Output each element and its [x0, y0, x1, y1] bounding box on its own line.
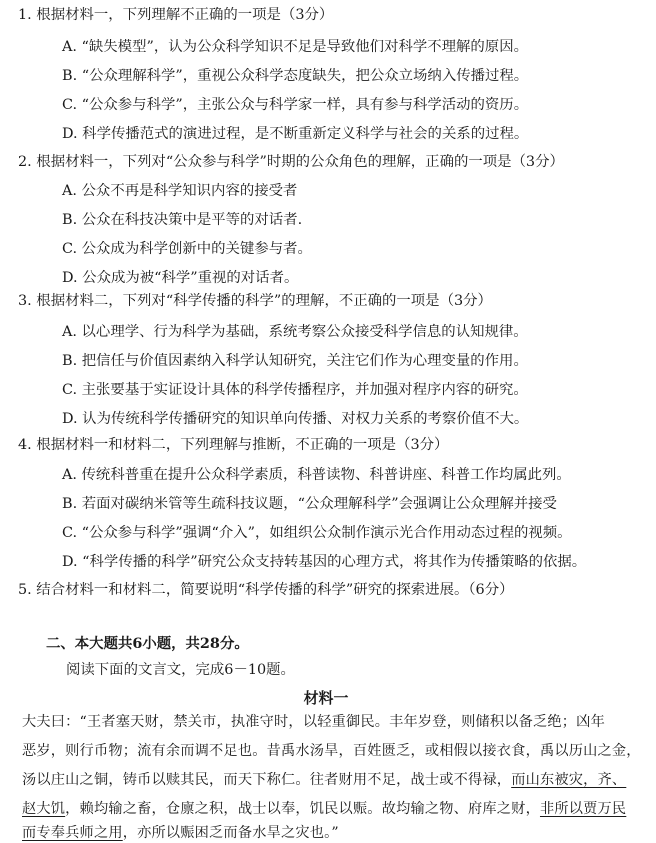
question-1-option-c: C. “公众参与科学”，主张公众与科学家一样，具有参与科学活动的资历。 — [62, 97, 529, 113]
classical-underlined-segment: 非所以贾万民 — [539, 801, 627, 817]
classical-text-segment: 大夫曰：“王者塞天财，禁关市，执准守时，以轻重御民。丰年岁登，则储积以备乏绝；凶年 — [22, 714, 605, 730]
classical-text-segment: 恶岁，则行币物；流有余而调不足也。昔禹水汤旱，百姓匮乏，或相假以接衣食，禹以历山之金， — [22, 743, 641, 759]
classical-underlined-segment: 赵大饥 — [22, 801, 66, 817]
material-title: 材料一 — [303, 689, 349, 707]
question-1-option-a: A. “缺失模型”，认为公众科学知识不足是导致他们对科学不理解的原因。 — [62, 39, 528, 55]
question-1-stem: 1. 根据材料一，下列理解不正确的一项是（3分） — [18, 7, 334, 23]
question-3-option-c: C. 主张要基于实证设计具体的科学传播程序，并加强对程序内容的研究。 — [62, 382, 528, 398]
classical-underlined-segment: 而专奉兵师之用 — [22, 825, 123, 841]
question-4-option-d: D. “科学传播的科学”研究公众支持转基因的心理方式，将其作为传播策略的依据。 — [62, 554, 587, 570]
classical-text-segment: 汤以庄山之铜，铸币以赎其民，而天下称仁。往者财用不足，战士或不得禄， — [22, 772, 512, 788]
classical-line-1 — [22, 712, 605, 732]
classical-text-segment: ，赖均输之畜，仓廪之积，战士以奉，饥民以赈。故均输之物、府库之财， — [65, 801, 540, 817]
question-2-option-c: C. 公众成为科学创新中的关键参与者。 — [62, 241, 312, 257]
question-2-option-a: A. 公众不再是科学知识内容的接受者 — [62, 183, 298, 199]
question-2-option-b: B. 公众在科技决策中是平等的对话者. — [62, 212, 303, 228]
question-3-option-a: A. 以心理学、行为科学为基础，系统考察公众接受科学信息的认知规律。 — [62, 324, 528, 340]
question-4-option-a: A. 传统科普重在提升公众科学素质，科普读物、科普讲座、科普工作均属此列。 — [62, 467, 571, 483]
question-1-option-d: D. 科学传播范式的演进过程，是不断重新定义科学与社会的关系的过程。 — [62, 126, 529, 142]
question-3-stem: 3. 根据材料二，下列对“科学传播的科学”的理解，不正确的一项是（3分） — [18, 293, 492, 309]
section-heading: 二、本大题共6小题，共28分。 — [46, 635, 249, 652]
section-instruction: 阅读下面的文言文，完成6－10题。 — [66, 662, 295, 678]
question-2-stem: 2. 根据材料一，下列对“公众参与科学”时期的公众角色的理解，正确的一项是（3分） — [18, 154, 564, 170]
question-4-option-b: B. 若面对碳纳米管等生疏科技议题，“公众理解科学”会强调让公众理解并接受 — [62, 496, 557, 512]
question-1-option-b: B. “公众理解科学”，重视公众科学态度缺失，把公众立场纳入传播过程。 — [62, 68, 529, 84]
classical-line-2 — [22, 741, 641, 761]
question-4-stem: 4. 根据材料一和材料二，下列理解与推断，不正确的一项是（3分） — [18, 437, 449, 453]
question-2-option-d: D. 公众成为被“科学”重视的对话者。 — [62, 270, 299, 286]
question-5-stem: 5. 结合材料一和材料二，简要说明“科学传播的科学”研究的探索进展。（6分） — [18, 582, 514, 598]
question-3-option-d: D. 认为传统科学传播研究的知识单向传播、对权力关系的考察价值不大。 — [62, 411, 529, 427]
classical-line-5 — [22, 823, 339, 843]
classical-text-segment: ，亦所以赈困乏而备水旱之灾也。” — [122, 825, 339, 841]
classical-underlined-segment: 而山东被灾，齐、 — [511, 772, 627, 788]
question-4-option-c: C. “公众参与科学”强调“介入”，如组织公众制作演示光合作用动态过程的视频。 — [62, 525, 572, 541]
classical-line-3 — [22, 770, 626, 790]
classical-line-4 — [22, 799, 626, 819]
question-3-option-b: B. 把信任与价值因素纳入科学认知研究，关注它们作为心理变量的作用。 — [62, 353, 528, 369]
